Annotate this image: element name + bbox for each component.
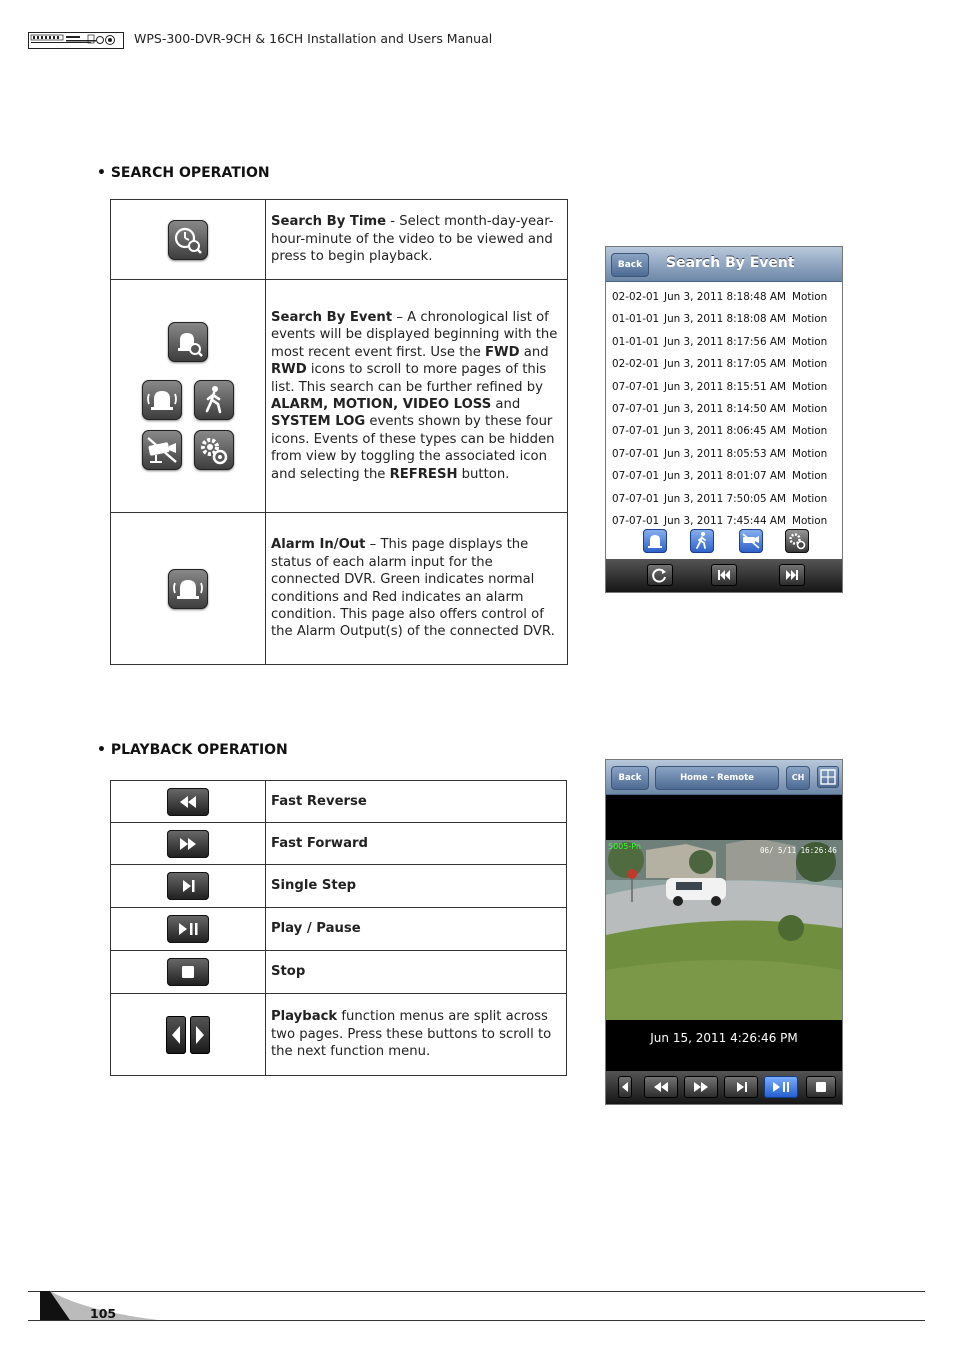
label-text: Stop (271, 964, 306, 980)
single-step-row (111, 865, 567, 908)
icon-cell (111, 865, 266, 908)
event-channel: 07-07-01 (612, 380, 660, 393)
label-text: Play / Pause (271, 921, 361, 937)
text-part: – A chronological list of events will be displayed beginning with the most recent event first. Use the (271, 309, 558, 360)
stop-icon (167, 958, 209, 986)
search-by-event-screenshot (605, 246, 843, 593)
fast-reverse-label (266, 781, 567, 823)
fast-forward-icon (167, 830, 209, 858)
event-row[interactable] (612, 488, 842, 510)
alarm-text: – This page displays the status of each alarm input for the connected DVR. Green indicates normal conditions and Red indicates an alarm condition. This page also offers control of the Alarm Output(s) of the connected DVR. (271, 537, 555, 640)
home-remote-button[interactable]: Home - Remote (655, 766, 779, 790)
system-log-term: SYSTEM LOG (271, 414, 366, 430)
video-loss-filter-icon (142, 430, 182, 470)
event-channel: 07-07-01 (612, 514, 660, 527)
playback-toolbar (606, 1071, 842, 1104)
event-row[interactable] (612, 398, 842, 420)
event-type: Motion (792, 313, 828, 326)
rwd-button[interactable] (711, 564, 737, 586)
event-time: Jun 3, 2011 8:18:48 AM (664, 291, 786, 303)
fast-reverse-button[interactable] (644, 1076, 678, 1098)
event-channel: 02-02-01 (612, 358, 660, 371)
event-time: Jun 3, 2011 8:05:53 AM (664, 447, 786, 460)
event-type: Motion (792, 470, 828, 483)
event-time: Jun 3, 2011 8:06:45 AM (664, 425, 786, 438)
playback-title: Playback (271, 1009, 338, 1025)
event-row[interactable] (612, 420, 842, 442)
icon-cell (111, 513, 266, 665)
page-number: 105 (90, 1306, 117, 1321)
single-step-label (266, 865, 567, 908)
osd-timestamp: 06/ 5/11 16:26:46 (760, 846, 837, 855)
stop-button[interactable] (806, 1076, 836, 1098)
event-row[interactable] (612, 331, 842, 353)
dvr-logo (28, 30, 124, 50)
alarm-title: Alarm In/Out (271, 537, 366, 553)
alarm-toggle-icon[interactable] (643, 529, 667, 553)
event-time: Jun 3, 2011 8:17:56 AM (664, 335, 786, 348)
text-part: and (519, 344, 549, 360)
text-part: icons to scroll to more pages of this list. This search can be further refined by (271, 362, 547, 395)
alarm-icon (168, 569, 208, 609)
fast-reverse-icon (167, 788, 209, 816)
event-channel: 07-07-01 (612, 470, 660, 483)
search-time-description (266, 200, 568, 280)
event-time: Jun 3, 2011 7:45:44 AM (664, 514, 786, 527)
search-event-icon (168, 322, 208, 362)
event-type: Motion (792, 335, 828, 348)
event-time: Jun 3, 2011 8:17:05 AM (664, 358, 786, 371)
video-loss-toggle-icon[interactable] (739, 529, 763, 553)
system-log-toggle-icon[interactable] (785, 529, 809, 553)
event-list (606, 282, 842, 532)
text-part: events shown by these four icons. Events of these types can be hidden from view by toggling the associated icon and selecting the (271, 414, 555, 482)
event-type: Motion (792, 402, 828, 415)
label-text: Fast Forward (271, 835, 368, 851)
alarm-description (266, 513, 568, 665)
icon-cell (111, 280, 266, 513)
event-channel: 07-07-01 (612, 447, 660, 460)
event-row[interactable] (612, 286, 842, 308)
search-time-icon (168, 220, 208, 260)
back-button[interactable]: Back (611, 253, 649, 277)
motion-filter-icon (194, 380, 234, 420)
label-text: Fast Reverse (271, 793, 367, 809)
playback-text: function menus are split across two pages. Press these buttons to scroll to the next function menu. (271, 1009, 552, 1060)
back-button[interactable]: Back (611, 766, 649, 790)
play-pause-label (266, 908, 567, 951)
event-type: Motion (792, 380, 828, 393)
event-row[interactable] (612, 376, 842, 398)
event-type: Motion (792, 358, 828, 371)
page-arrows-description (266, 994, 567, 1076)
event-type: Motion (792, 447, 828, 460)
prev-page-icon (166, 1016, 186, 1054)
search-time-title: Search By Time (271, 214, 387, 230)
event-type: Motion (792, 291, 828, 303)
channel-button[interactable]: CH (786, 766, 810, 790)
event-type: Motion (792, 514, 828, 527)
event-channel: 01-01-01 (612, 335, 660, 348)
nav-bar (606, 247, 842, 282)
camera-video-frame (606, 840, 842, 1020)
event-channel: 01-01-01 (612, 313, 660, 326)
nav-bar (606, 760, 842, 795)
icon-cell (111, 908, 266, 951)
play-pause-icon (167, 915, 209, 943)
search-operation-table (110, 199, 568, 665)
search-time-text: - Select month-day-year-hour-minute of the video to be viewed and press to begin playback. (271, 214, 554, 265)
stop-label (266, 951, 567, 994)
alarm-row (111, 513, 568, 665)
search-time-row (111, 200, 568, 280)
event-time: Jun 3, 2011 8:01:07 AM (664, 470, 786, 483)
event-type: Motion (792, 492, 828, 505)
label-text: Single Step (271, 878, 357, 894)
event-time: Jun 3, 2011 7:50:05 AM (664, 492, 786, 505)
play-pause-row (111, 908, 567, 951)
manual-title: WPS-300-DVR-9CH & 16CH Installation and Users Manual (134, 31, 493, 46)
playback-timestamp: Jun 15, 2011 4:26:46 PM (650, 1031, 798, 1045)
bottom-toolbar (606, 559, 842, 592)
next-page-icon (190, 1016, 210, 1054)
refresh-button[interactable] (647, 564, 673, 586)
alarm-filter-icon (142, 380, 182, 420)
page-arrows-row (111, 994, 567, 1076)
playback-operation-table (110, 780, 567, 1076)
icon-cell (111, 781, 266, 823)
refresh-term: REFRESH (389, 466, 458, 482)
icon-cell (111, 823, 266, 865)
footer-bottom-rule (28, 1320, 925, 1321)
rwd-term: RWD (271, 362, 307, 378)
fast-forward-row (111, 823, 567, 865)
text-part: and (491, 397, 521, 412)
camera-label: 5005-Pn (608, 842, 641, 851)
fwd-button[interactable] (779, 564, 805, 586)
event-type: Motion (792, 425, 828, 438)
system-log-filter-icon (194, 430, 234, 470)
single-step-icon (167, 872, 209, 900)
icon-cell (111, 994, 266, 1076)
text-part: button. (457, 466, 510, 482)
playback-section-heading: • PLAYBACK OPERATION (97, 742, 288, 758)
search-section-heading: • SEARCH OPERATION (97, 165, 270, 181)
screen-title: Search By Event (666, 255, 795, 271)
event-channel: 07-07-01 (612, 492, 660, 505)
event-channel: 07-07-01 (612, 402, 660, 415)
event-types-term: ALARM, MOTION, VIDEO LOSS (271, 397, 492, 412)
event-row[interactable] (612, 443, 842, 465)
single-step-button[interactable] (724, 1076, 758, 1098)
event-row[interactable] (612, 353, 842, 375)
icon-cell (111, 951, 266, 994)
event-row[interactable] (612, 465, 842, 487)
search-event-title: Search By Event (271, 309, 393, 325)
filter-icons (606, 526, 842, 556)
fast-forward-button[interactable] (684, 1076, 718, 1098)
event-time: Jun 3, 2011 8:18:08 AM (664, 313, 786, 326)
fwd-term: FWD (485, 344, 520, 360)
fast-reverse-row (111, 781, 567, 823)
playback-screenshot (605, 759, 843, 1105)
page-arrows-icon (164, 1024, 212, 1043)
event-channel: 07-07-01 (612, 425, 660, 438)
search-event-row (111, 280, 568, 513)
motion-toggle-icon[interactable] (690, 529, 714, 553)
event-time: Jun 3, 2011 8:15:51 AM (664, 380, 786, 393)
play-pause-button[interactable] (764, 1076, 798, 1098)
icon-cell (111, 200, 266, 280)
prev-menu-button[interactable] (618, 1076, 632, 1098)
event-row[interactable] (612, 308, 842, 330)
grid-layout-icon[interactable] (817, 766, 839, 788)
stop-row (111, 951, 567, 994)
fast-forward-label (266, 823, 567, 865)
event-time: Jun 3, 2011 8:14:50 AM (664, 402, 786, 415)
search-event-description (266, 280, 568, 513)
event-channel: 02-02-01 (612, 291, 660, 303)
footer-top-rule (28, 1291, 925, 1292)
